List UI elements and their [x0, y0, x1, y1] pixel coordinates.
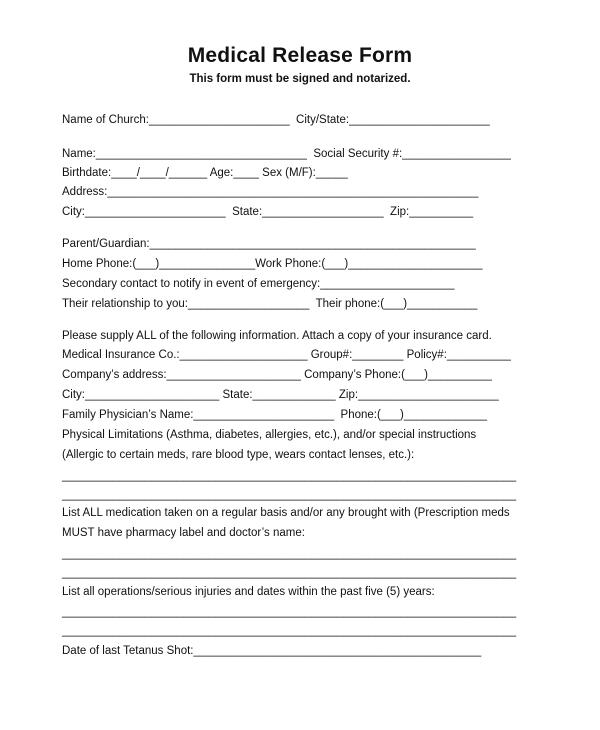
line-text: MUST have pharmacy label and doctor’s name: — [62, 527, 305, 539]
tetanus-line[interactable] — [62, 644, 481, 658]
line-text: List ALL medication taken on a regular basis and/or any brought with (Prescription meds — [62, 507, 510, 519]
line-text: _______________________________________________________________________ — [62, 567, 517, 579]
line-text: Physical Limitations (Asthma, diabetes, allergies, etc.), and/or special instructions — [62, 429, 477, 441]
limitations-blank-2[interactable] — [62, 488, 516, 502]
insurance-instructions — [62, 329, 492, 343]
line-text: Home Phone:(___)_______________Work Phone:(___)_____________________ — [62, 258, 483, 270]
form-title: Medical Release Form — [187, 44, 413, 67]
line-text: City:______________________ State:___________________ Zip:__________ — [62, 206, 474, 218]
line-text: Name:_________________________________ Social Security #:_________________ — [62, 148, 511, 160]
operations-blank-1[interactable] — [62, 605, 516, 619]
line-text: _______________________________________________________________________ — [62, 625, 517, 637]
church-line[interactable] — [62, 113, 490, 127]
operations-blank-2[interactable] — [62, 624, 516, 638]
line-text: Secondary contact to notify in event of emergency:_____________________ — [62, 278, 455, 290]
line-text: Family Physician’s Name:______________________ Phone:(___)_____________ — [62, 409, 487, 421]
medication-blank-2[interactable] — [62, 566, 516, 580]
address-line[interactable] — [62, 185, 478, 199]
medication-label-2 — [62, 526, 305, 540]
operations-label — [62, 585, 435, 599]
limitations-label-2 — [62, 448, 414, 462]
line-text: Their relationship to you:___________________ Their phone:(___)___________ — [62, 298, 478, 310]
line-text: _______________________________________________________________________ — [62, 489, 517, 501]
physician-line[interactable] — [62, 408, 487, 422]
medication-blank-1[interactable] — [62, 547, 516, 561]
line-text: Medical Insurance Co.:____________________ Group#:________ Policy#:__________ — [62, 349, 511, 361]
line-text: _______________________________________________________________________ — [62, 606, 517, 618]
line-text: Address:__________________________________________________________ — [62, 186, 479, 198]
line-text: List all operations/serious injuries and dates within the past five (5) years: — [62, 586, 435, 598]
medication-label — [62, 506, 510, 520]
line-text: Name of Church:______________________ City/State:______________________ — [62, 114, 490, 126]
line-text: Company’s address:_____________________ Company’s Phone:(___)__________ — [62, 369, 492, 381]
line-text: _______________________________________________________________________ — [62, 470, 517, 482]
insurance-line[interactable] — [62, 348, 511, 362]
line-text: Birthdate:____/____/______ Age:____ Sex (M/F):_____ — [62, 167, 348, 179]
line-text: City:_____________________ State:_____________ Zip:______________________ — [62, 389, 499, 401]
company-city-line[interactable] — [62, 388, 499, 402]
name-line[interactable] — [62, 147, 511, 161]
city-line[interactable] — [62, 205, 473, 219]
birthdate-line[interactable] — [62, 166, 348, 180]
form-subtitle: This form must be signed and notarized. — [189, 73, 411, 85]
phones-line[interactable] — [62, 257, 483, 271]
limitations-blank-1[interactable] — [62, 469, 516, 483]
relationship-line[interactable] — [62, 297, 477, 311]
guardian-line[interactable] — [62, 237, 476, 251]
limitations-label — [62, 428, 476, 442]
emergency-contact-line[interactable] — [62, 277, 455, 291]
line-text: Parent/Guardian:___________________________________________________ — [62, 238, 476, 250]
line-text: Please supply ALL of the following information. Attach a copy of your insurance card. — [62, 330, 492, 342]
line-text: (Allergic to certain meds, rare blood type, wears contact lenses, etc.): — [62, 449, 415, 461]
line-text: Date of last Tetanus Shot:_____________________________________________ — [62, 645, 482, 657]
company-address-line[interactable] — [62, 368, 492, 382]
line-text: _______________________________________________________________________ — [62, 548, 517, 560]
